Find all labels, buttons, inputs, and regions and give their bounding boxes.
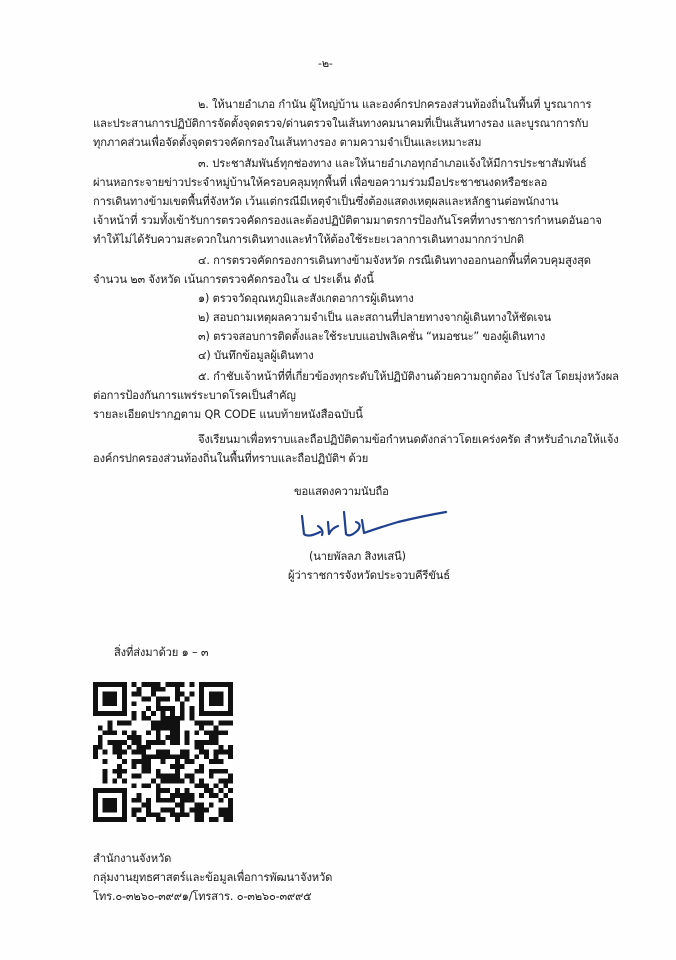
para5-line1: ๕. กำชับเจ้าหน้าที่ที่เกี่ยวข้องทุกระดับให้ปฏิบัติงานด้วยความถูกต้อง โปร่งใส โดยมุ่งหวังผล (198, 370, 619, 383)
footer-contact: โทร.๐-๓๒๖๐-๓๙๙๑/โทรสาร. ๐-๓๒๖๐-๓๙๙๕ (93, 890, 312, 903)
para2-line1: ๒. ให้นายอำเภอ กำนัน ผู้ใหญ่บ้าน และองค์กรปกครองส่วนท้องถิ่นในพื้นที่ บูรณาการ (198, 98, 592, 111)
para5-line3: รายละเอียดปรากฏตาม QR CODE แนบท้ายหนังสือฉบับนี้ (93, 408, 363, 421)
signer-name: (นายพัลลภ สิงหเสนี) (309, 550, 406, 563)
list-item: ๓) ตรวจสอบการติดตั้งและใช้ระบบแอปพลิเคชั่น “หมอชนะ” ของผู้เดินทาง (198, 330, 546, 343)
para3-line2: ผ่านหอกระจายข่าวประจำหมู่บ้านให้ครอบคลุมทุกพื้นที่ เพื่อขอความร่วมมือประชาชนงดหรือชะลอ (93, 176, 548, 189)
para3-line5: ทำให้ไม่ได้รับความสะดวกในการเดินทางและทำให้ต้องใช้ระยะเวลาการเดินทางมากกว่าปกติ (93, 233, 524, 246)
respect-phrase: ขอแสดงความนับถือ (294, 485, 389, 498)
para4-line1: ๔. การตรวจคัดกรองการเดินทางข้ามจังหวัด กรณีเดินทางออกนอกพื้นที่ควบคุมสูงสุด (198, 254, 591, 267)
para2-line2: และประสานการปฏิบัติการจัดตั้งจุดตรวจ/ด่านตรวจในเส้นทางคมนาคมที่เป็นเส้นทางรอง และบูรณาการกับ (93, 117, 589, 130)
closing-line2: องค์กรปกครองส่วนท้องถิ่นในพื้นที่ทราบและถือปฏิบัติฯ ด้วย (93, 452, 369, 465)
para4-line2: จำนวน ๒๓ จังหวัด เน้นการตรวจคัดกรองใน ๔ ประเด็น ดังนี้ (93, 273, 374, 286)
para3-line3: การเดินทางข้ามเขตพื้นที่จังหวัด เว้นแต่กรณีมีเหตุจำเป็นซึ่งต้องแสดงเหตุผลและหลักฐานต่อพนักงาน (93, 195, 559, 208)
attachment-note: สิ่งที่ส่งมาด้วย ๑ – ๓ (114, 646, 209, 659)
para2-line3: ทุกภาคส่วนเพื่อจัดตั้งจุดตรวจคัดกรองในเส้นทางรอง ตามความจำเป็นและเหมาะสม (93, 136, 482, 149)
page-number: -๒- (318, 57, 333, 70)
para5-line2: ต่อการป้องกันการแพร่ระบาดโรคเป็นสำคัญ (93, 389, 296, 402)
para3-line4: เจ้าหน้าที่ รวมทั้งเข้ารับการตรวจคัดกรองและต้องปฏิบัติตามมาตรการป้องกันโรคที่ทางราชการกำหนดอันอาจ (93, 214, 602, 227)
footer-office: สำนักงานจังหวัด (93, 852, 172, 865)
closing-line1: จึงเรียนมาเพื่อทราบและถือปฏิบัติตามข้อกำหนดดังกล่าวโดยเคร่งครัด สำหรับอำเภอให้แจ้ง (198, 433, 619, 446)
list-item: ๔) บันทึกข้อมูลผู้เดินทาง (198, 349, 314, 362)
signer-position: ผู้ว่าราชการจังหวัดประจวบคีรีขันธ์ (288, 569, 450, 582)
handwritten-signature (298, 508, 448, 542)
footer-division: กลุ่มงานยุทธศาสตร์และข้อมูลเพื่อการพัฒนาจังหวัด (93, 871, 333, 884)
list-item: ๑) ตรวจวัดอุณหภูมิและสังเกตอาการผู้เดินทาง (198, 292, 414, 305)
list-item: ๒) สอบถามเหตุผลความจำเป็น และสถานที่ปลายทางจากผู้เดินทางให้ชัดเจน (198, 311, 552, 324)
qr-code[interactable] (93, 682, 233, 822)
para3-line1: ๓. ประชาสัมพันธ์ทุกช่องทาง และให้นายอำเภอทุกอำเภอแจ้งให้มีการประชาสัมพันธ์ (198, 157, 587, 170)
